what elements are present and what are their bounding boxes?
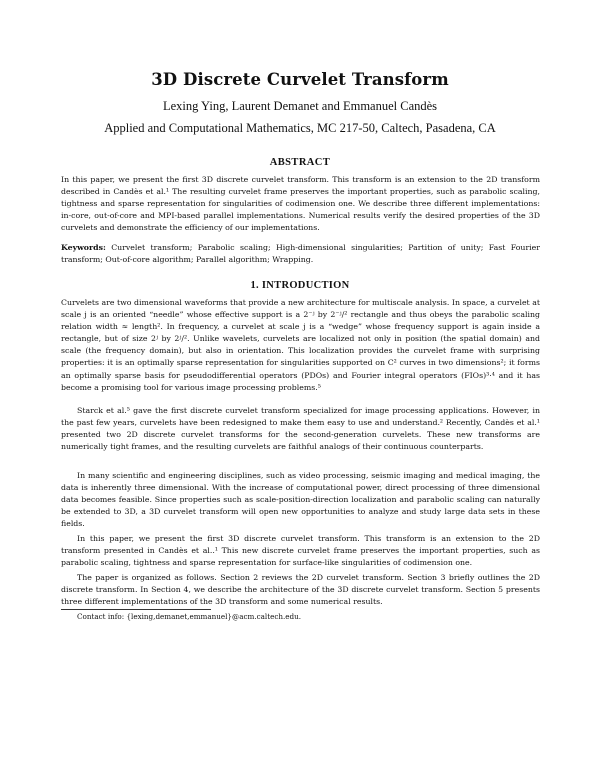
author-list: Lexing Ying, Laurent Demanet and Emmanuel Candès bbox=[162, 99, 438, 113]
abstract-heading: ABSTRACT bbox=[269, 157, 331, 168]
intro-paragraph-2: Starck et al.⁵ gave the first discrete curvelet transform specialized for image processing applications. However, in the past few years, curvelets have been redesigned to make them easy to use and understand.² Recently, Candès et al.¹ presented two 2D discrete curvelet transforms for the second-generation curvelets. These new transforms are numerically tight frames, and the resulting curvelets are faithful analogs of their continuous counterparts. bbox=[61, 406, 540, 452]
abstract-text: In this paper, we present the first 3D discrete curvelet transform. This transform is an extension to the 2D transform described in Candès et al.¹ The resulting curvelet frame preserves the important properties, such as parabolic scaling, tightness and sparse representation for singularities of codimension one. We describe three different implementations: in-core, out-of-core and MPI-based parallel implementations. Numerical results verify the desired properties of the 3D curvelets and demonstrate the efficiency of our implementations. bbox=[61, 175, 540, 233]
intro-paragraph-1: Curvelets are two dimensional waveforms that provide a new architecture for multiscale analysis. In space, a curvelet at scale j is an oriented “needle” whose effective support is a 2⁻ʲ by 2⁻ʲ/² rectangle and thus obeys the parabolic scaling relation width ≈ length². In frequency, a curvelet at scale j is a “wedge” whose frequency support is again inside a rectangle, but of size 2ʲ by 2ʲ/². Unlike wavelets, curvelets are localized not only in position (the spatial domain) and scale (the frequency domain), but also in orientation. This localization provides the curvelet frame with surprising properties: it is an optimally sparse representation for singularities supported on C² curves in two dimensions²; it forms an optimally sparse basis for pseudodifferential operators (PDOs) and Fourier integral operators (FIOs)³·⁴ and it has become a promising tool for various image processing problems.⁵ bbox=[61, 298, 540, 392]
footnote-rule bbox=[61, 609, 211, 610]
intro-paragraph-4: In this paper, we present the first 3D discrete curvelet transform. This transform is an extension to the 2D transform presented in Candès et al..¹ This new discrete curvelet frame preserves the important properties, such as parabolic scaling, tightness and sparse representation for surface-like singularities of codimension one. bbox=[61, 534, 540, 568]
paper-title: 3D Discrete Curvelet Transform bbox=[151, 70, 449, 89]
keywords-text: Curvelet transform; Parabolic scaling; High-dimensional singularities; Partition of unity; Fast Fourier transform; Out-of-core algorithm; Parallel algorithm; Wrapping. bbox=[61, 243, 541, 265]
section-heading-introduction: 1. INTRODUCTION bbox=[250, 280, 350, 291]
affiliation: Applied and Computational Mathematics, MC 217-50, Caltech, Pasadena, CA bbox=[104, 121, 496, 135]
keywords-label: Keywords: bbox=[61, 243, 106, 252]
keywords bbox=[61, 242, 540, 266]
intro-paragraph-3: In many scientific and engineering disciplines, such as video processing, seismic imaging and medical imaging, the data is inherently three dimensional. With the increase of computational power, direct processing of three dimensional data becomes feasible. Since properties such as scale-position-direction localization and parabolic scaling can naturally be extended to 3D, a 3D curvelet transform will open new opportunities to analyze and study large data sets in these fields. bbox=[61, 471, 540, 529]
intro-paragraph-5: The paper is organized as follows. Section 2 reviews the 2D curvelet transform. Section 3 briefly outlines the 2D discrete transform. In Section 4, we describe the architecture of the 3D discrete curvelet transform. Section 5 presents three different implementations of the 3D transform and some numerical results. bbox=[61, 573, 540, 607]
footnote-contact: Contact info: {lexing,demanet,emmanuel}@acm.caltech.edu. bbox=[77, 612, 302, 621]
